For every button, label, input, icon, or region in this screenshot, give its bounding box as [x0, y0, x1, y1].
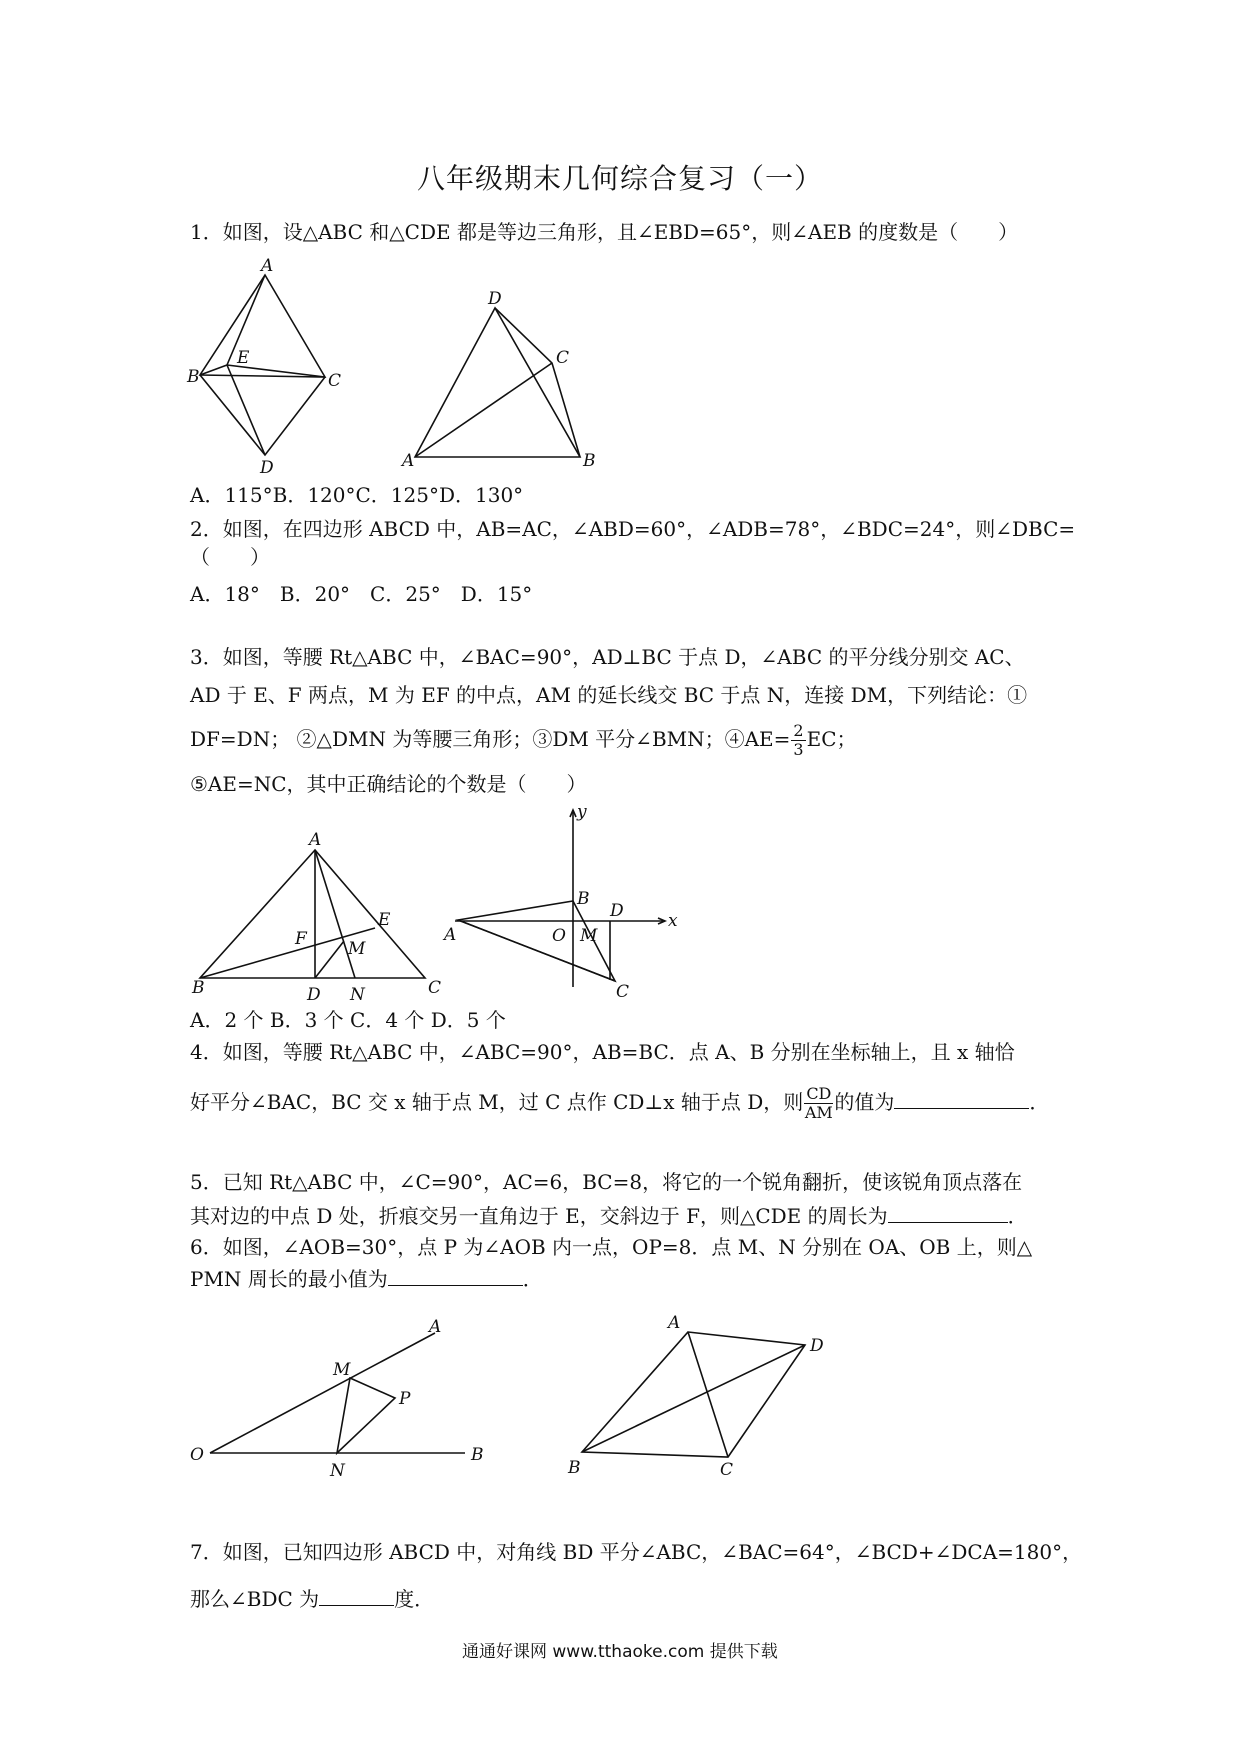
q1-f1-label-e: E: [237, 348, 250, 368]
q3-line-3: [190, 722, 857, 759]
q7-answer-blank[interactable]: [319, 1585, 394, 1606]
q3-f2-label-o: O: [552, 926, 566, 946]
q3-line-1: 3．如图，等腰 Rt△ABC 中，∠BAC=90°，AD⊥BC 于点 D，∠ABC 的平分线分别交 AC、: [190, 645, 1025, 669]
q4-fraction-numerator: CD: [806, 1084, 832, 1103]
q3-figure-1: [190, 830, 450, 1005]
q2-options: A．18° B．20° C．25° D．15°: [190, 582, 533, 606]
q3-fraction: [791, 722, 805, 759]
q4-line-2: [190, 1085, 1049, 1122]
q4-line-2-pre: 好平分∠BAC，BC 交 x 轴于点 M，过 C 点作 CD⊥x 轴于点 D，则: [190, 1090, 804, 1114]
page-title: 八年级期末几何综合复习（一）: [417, 162, 824, 195]
q5-line-2-end: ．: [1007, 1204, 1028, 1228]
q7-line-2: [190, 1585, 434, 1611]
q3-line-2: AD 于 E、F 两点，M 为 EF 的中点，AM 的延长线交 BC 于点 N，连接 DM，下列结论：①: [190, 683, 1028, 707]
q6-f2-label-b: B: [568, 1458, 581, 1478]
q1-stem: 1．如图，设△ABC 和△CDE 都是等边三角形，且∠EBD=65°，则∠AEB 的度数是（ ）: [190, 220, 1019, 244]
q6-f1-label-b: B: [471, 1445, 484, 1465]
q3-f1-label-e: E: [378, 910, 391, 930]
q3-f2-label-a: A: [444, 925, 457, 945]
q6-line-2: [190, 1265, 543, 1291]
q4-line-1: 4．如图，等腰 Rt△ABC 中，∠ABC=90°，AB=BC．点 A、B 分别在坐标轴上，且 x 轴恰: [190, 1040, 1015, 1064]
q6-answer-blank[interactable]: [388, 1265, 523, 1286]
q6-figure-1: [185, 1300, 495, 1480]
q7-line-2-pre: 那么∠BDC 为: [190, 1587, 320, 1611]
q6-f2-label-a: A: [668, 1313, 681, 1333]
q6-line-2-text: PMN 周长的最小值为: [190, 1267, 388, 1291]
q4-fraction: [804, 1085, 833, 1122]
q1-f2-label-a: A: [402, 451, 415, 471]
page-footer: 通通好课网 www.tthaoke.com 提供下载: [462, 1642, 778, 1662]
q1-options: A．115°B．120°C．125°D．130°: [190, 483, 524, 507]
q3-f2-label-m: M: [580, 926, 598, 946]
q3-line-3-post: EC；: [806, 727, 857, 751]
q6-f1-label-p: P: [399, 1389, 411, 1409]
q1-figure-1: [185, 255, 345, 478]
q3-figure-2: [440, 802, 690, 1002]
q3-fraction-numerator: 2: [793, 721, 804, 740]
q3-f1-label-b: B: [192, 978, 205, 998]
q4-line-2-post: 的值为: [834, 1090, 895, 1114]
q7-line-2-post: 度．: [394, 1587, 435, 1611]
q1-f2-label-d: D: [488, 289, 502, 309]
q1-f1-label-a: A: [261, 256, 274, 276]
q3-f1-label-f: F: [295, 929, 307, 949]
q6-f1-label-a: A: [429, 1317, 442, 1337]
q1-f1-label-c: C: [328, 371, 342, 391]
q5-answer-blank[interactable]: [888, 1202, 1008, 1223]
q3-f2-label-c: C: [616, 982, 630, 1002]
q5-line-2-text: 其对边的中点 D 处，折痕交另一直角边于 E，交斜边于 F，则△CDE 的周长为: [190, 1204, 888, 1228]
q3-f2-label-y: y: [577, 802, 587, 822]
q1-f2-label-b: B: [583, 451, 596, 471]
q3-f1-label-d: D: [307, 985, 321, 1005]
q3-options: A．2 个 B．3 个 C．4 个 D．5 个: [190, 1008, 506, 1032]
q2-line-1: 2．如图，在四边形 ABCD 中，AB=AC，∠ABD=60°，∠ADB=78°，∠BDC=24°，则∠DBC=: [190, 517, 1076, 541]
q3-line-3-pre: DF=DN； ②△DMN 为等腰三角形；③DM 平分∠BMN；④AE=: [190, 727, 791, 751]
q1-f2-label-c: C: [556, 348, 570, 368]
q1-f1-label-b: B: [187, 367, 200, 387]
q1-figure-2: [400, 290, 610, 470]
q6-f2-label-d: D: [810, 1336, 824, 1356]
q1-f1-label-d: D: [260, 458, 274, 478]
q3-f1-label-n: N: [350, 985, 365, 1005]
q3-f1-label-c: C: [428, 978, 442, 998]
q4-line-2-end: ．: [1029, 1090, 1050, 1114]
q6-f1-label-n: N: [330, 1461, 345, 1481]
q2-line-2: （ ）: [190, 545, 270, 569]
q6-line-2-end: ．: [522, 1267, 543, 1291]
q6-f2-label-c: C: [720, 1460, 734, 1480]
q3-line-4: ⑤AE=NC，其中正确结论的个数是（ ）: [190, 772, 587, 796]
q3-fraction-denominator: 3: [793, 740, 804, 759]
q3-f1-label-m: M: [348, 939, 366, 959]
q4-fraction-denominator: AM: [804, 1103, 833, 1122]
q6-f1-label-m: M: [333, 1360, 351, 1380]
q6-f1-label-o: O: [190, 1445, 204, 1465]
q6-figure-2: [560, 1305, 840, 1480]
q3-f2-label-b: B: [577, 889, 590, 909]
q3-f1-label-a: A: [309, 830, 322, 850]
q3-f2-label-x: x: [668, 911, 678, 931]
q7-line-1: 7．如图，已知四边形 ABCD 中，对角线 BD 平分∠ABC，∠BAC=64°，∠BCD+∠DCA=180°，: [190, 1540, 1083, 1564]
q6-line-1: 6．如图，∠AOB=30°，点 P 为∠AOB 内一点，OP=8．点 M、N 分别在 OA、OB 上，则△: [190, 1235, 1033, 1259]
q4-answer-blank[interactable]: [894, 1088, 1029, 1109]
q5-line-2: [190, 1202, 1028, 1228]
q5-line-1: 5．已知 Rt△ABC 中，∠C=90°，AC=6，BC=8，将它的一个锐角翻折，使该锐角顶点落在: [190, 1170, 1023, 1194]
q3-f2-label-d: D: [610, 901, 624, 921]
